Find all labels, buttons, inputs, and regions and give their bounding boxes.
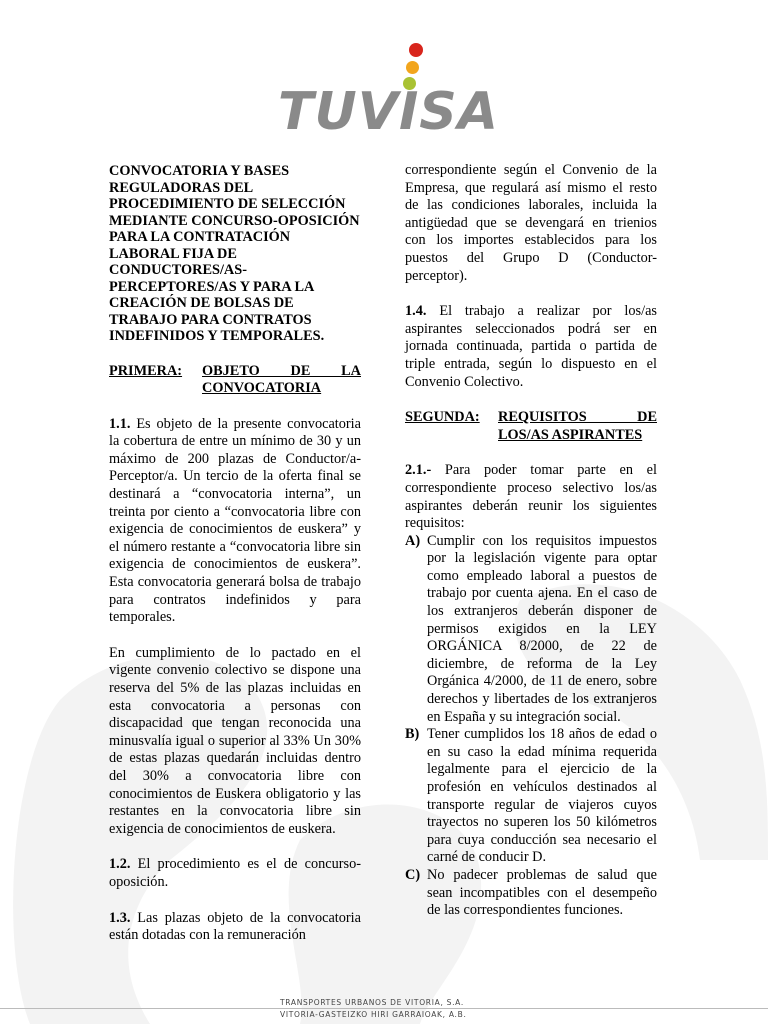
list-marker: C) xyxy=(405,866,421,883)
section-title-line1: REQUISITOS DE xyxy=(498,409,657,426)
section-title-line2: LOS/AS ASPIRANTES xyxy=(498,426,643,443)
right-column xyxy=(405,162,657,920)
section-title-line2: CONVOCATORIA xyxy=(202,380,322,397)
left-column xyxy=(109,163,361,945)
logo-wordmark: TUVISA xyxy=(278,82,499,142)
list-item xyxy=(405,726,657,867)
logo-red-dot xyxy=(409,43,423,57)
paragraph-1-2: 1.2. El procedimiento es el de concurso-oposición. xyxy=(109,856,362,890)
paragraph-1-4: 1.4. El trabajo a realizar por los/as aspirantes seleccionados podrá ser en jornada continuada, partida o partida de triple entrada, según lo dispuesto en el Convenio Colectivo. xyxy=(405,303,657,390)
list-marker: B) xyxy=(405,726,420,743)
footer-divider xyxy=(0,1008,768,1009)
list-item-text: Cumplir con los requisitos impuestos por la legislación vigente para optar como empleado laboral a puestos de trabajo por cuenta ajena. En el caso de los extranjeros deberán disponer de permisos exigidos en la LEY ORGÁNICA 8/2000, de 22 de diciembre, de reforma de la Ley Orgánica 4/2000, de 11 de enero, sobre derechos y libertades de los extranjeros en España y su integración social. xyxy=(427,532,657,725)
list-item-text: Tener cumplidos los 18 años de edad o en su caso la edad mínima requerida legalmente para el ejercicio de la profesión en vehículos destinados al transporte regular de viajeros cuyos trayectos no superen los 50 kilómetros para cuya conducción sea necesario el carné de conducir D. xyxy=(427,726,657,866)
paragraph-reserve: En cumplimiento de lo pactado en el vigente convenio colectivo se dispone una reserva del 5% de las plazas incluidas en esta convocatoria a personas con discapacidad que tengan reconocida una minusvalía igual o superior al 33% Un 30% de estas plazas quedarán incluidas dentro del 30% a convocatoria libre con conocimientos de Euskera obligatorio y las restantes en la convocatoria libre sin exigencia de conocimientos de euskera. xyxy=(109,644,361,837)
company-logo xyxy=(278,40,499,142)
paragraph-2-1: 2.1.- Para poder tomar parte en el correspondiente proceso selectivo los/as aspirantes deberán reunir los siguientes requisitos: xyxy=(405,462,657,532)
paragraph-1-3-continued: correspondiente según el Convenio de la Empresa, que regulará así mismo el resto de las condiciones laborales, incluida la antigüedad que se devengará en trienios con los importes establecidos para los puestos del Grupo D (Conductor-perceptor). xyxy=(405,162,657,284)
list-item xyxy=(405,867,657,920)
paragraph-number: 1.1. xyxy=(109,415,131,432)
footer-company-name-eu: VITORIA-GASTEIZKO HIRI GARRAIOAK, A.B. xyxy=(280,1010,467,1019)
paragraph-number: 1.4. xyxy=(405,303,427,320)
section-heading-segunda xyxy=(405,409,657,444)
section-title-line1: OBJETO DE LA xyxy=(202,362,361,379)
list-item xyxy=(405,533,657,727)
list-item-text: No padecer problemas de salud que sean incompatibles con el desempeño de las correspondientes funciones. xyxy=(427,866,657,919)
paragraph-1-1: 1.1. Es objeto de la presente convocatoria la cobertura de entre un mínimo de 30 y un máximo de 200 plazas de Conductor/a-Perceptor/a. Un tercio de la oferta final se destinará a “convocatoria interna”, un treinta por ciento a “convocatoria libre con exigencia de conocimientos de euskera” y el número restante a “convocatoria libre sin exigencia de conocimientos de euskera”. Esta convocatoria generará bolsa de trabajo para contratos indefinidos y para temporales. xyxy=(109,415,361,626)
document-title: CONVOCATORIA Y BASES REGULADORAS DEL PROCEDIMIENTO DE SELECCIÓN MEDIANTE CONCURSO-OPOSICIÓN PARA LA CONTRATACIÓN LABORAL FIJA DE CONDUCTORES/AS-PERCEPTORES/AS Y PARA LA CREACIÓN DE BOLSAS DE TRABAJO PARA CONTRATOS INDEFINIDOS Y TEMPORALES. xyxy=(109,163,360,344)
requirements-list xyxy=(405,533,657,920)
logo-orange-dot xyxy=(406,61,419,74)
list-marker: A) xyxy=(405,532,421,549)
paragraph-number: 2.1.- xyxy=(405,462,432,479)
paragraph-number: 1.2. xyxy=(109,856,131,873)
paragraph-1-3: 1.3. Las plazas objeto de la convocatoria están dotadas con la remuneración xyxy=(109,909,361,944)
paragraph-number: 1.3. xyxy=(109,909,131,926)
footer-company-name-es: TRANSPORTES URBANOS DE VITORIA, S.A. xyxy=(280,998,464,1007)
section-label: PRIMERA: xyxy=(109,362,183,379)
section-heading-primera xyxy=(109,363,361,398)
section-label: SEGUNDA: xyxy=(405,409,480,426)
